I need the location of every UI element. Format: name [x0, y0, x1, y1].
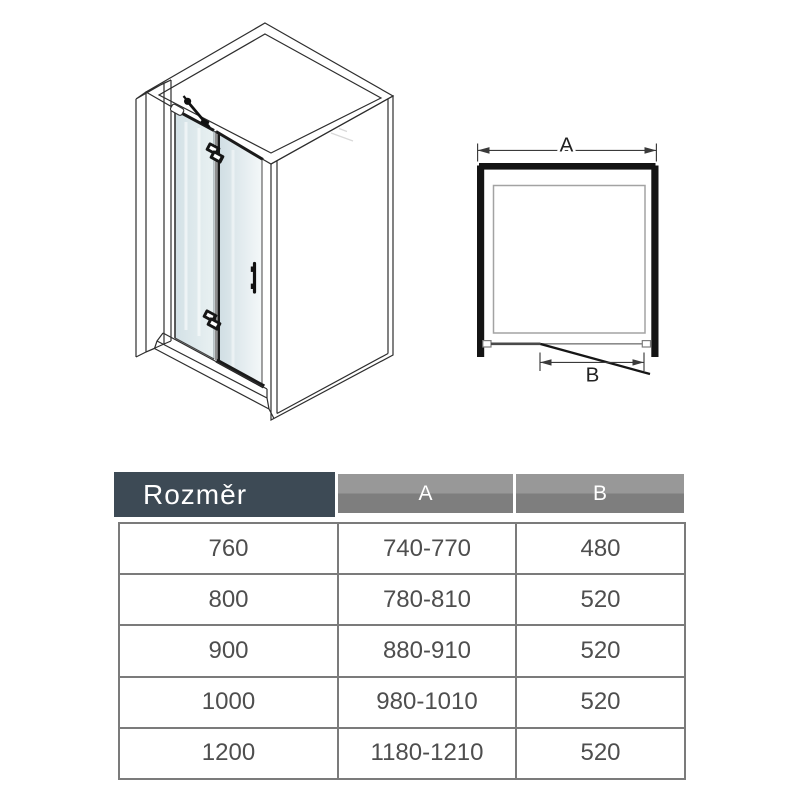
- isometric-shower-drawing: [136, 23, 393, 420]
- plan-left-wall: [477, 166, 484, 358]
- cell-b-width: 520: [516, 574, 685, 625]
- cell-a-range: 1180-1210: [338, 728, 516, 779]
- dimension-b-label: B: [585, 363, 600, 387]
- plan-view-drawing: [477, 134, 659, 387]
- wall-profile-cap: [170, 103, 185, 116]
- dimension-a: [478, 134, 657, 162]
- cell-size: 1200: [119, 728, 338, 779]
- cell-size: 900: [119, 625, 338, 676]
- table-header-dimension-label: Rozměr: [143, 478, 248, 510]
- cell-b-width: 480: [516, 523, 685, 574]
- plan-left-profile-cap: [483, 341, 491, 347]
- table-header-a-label: A: [418, 481, 433, 505]
- plan-right-profile-cap: [642, 341, 650, 347]
- table-header-a: [338, 474, 513, 513]
- cell-size: 800: [119, 574, 338, 625]
- size-table: [118, 522, 686, 780]
- table-header-b: [516, 474, 684, 513]
- plan-right-wall: [651, 166, 658, 358]
- table-header-dimension: [114, 472, 335, 517]
- left-wall: [136, 80, 171, 357]
- cell-a-range: 880-910: [338, 625, 516, 676]
- wall-reflection: [331, 129, 353, 142]
- cell-a-range: 740-770: [338, 523, 516, 574]
- table-row: [119, 677, 685, 728]
- table-row: [119, 728, 685, 779]
- cell-b-width: 520: [516, 625, 685, 676]
- cell-a-range: 980-1010: [338, 677, 516, 728]
- cell-size: 1000: [119, 677, 338, 728]
- table-row: [119, 574, 685, 625]
- table-row: [119, 523, 685, 574]
- right-wall: [271, 96, 393, 420]
- plan-shower-tray: [494, 186, 646, 334]
- door-glass-panel: [218, 133, 262, 384]
- table-header-b-label: B: [592, 481, 607, 505]
- plan-top-wall: [479, 163, 656, 170]
- cell-b-width: 520: [516, 677, 685, 728]
- cell-a-range: 780-810: [338, 574, 516, 625]
- dimension-a-label: A: [559, 133, 574, 157]
- cell-size: 760: [119, 523, 338, 574]
- cell-b-width: 520: [516, 728, 685, 779]
- table-row: [119, 625, 685, 676]
